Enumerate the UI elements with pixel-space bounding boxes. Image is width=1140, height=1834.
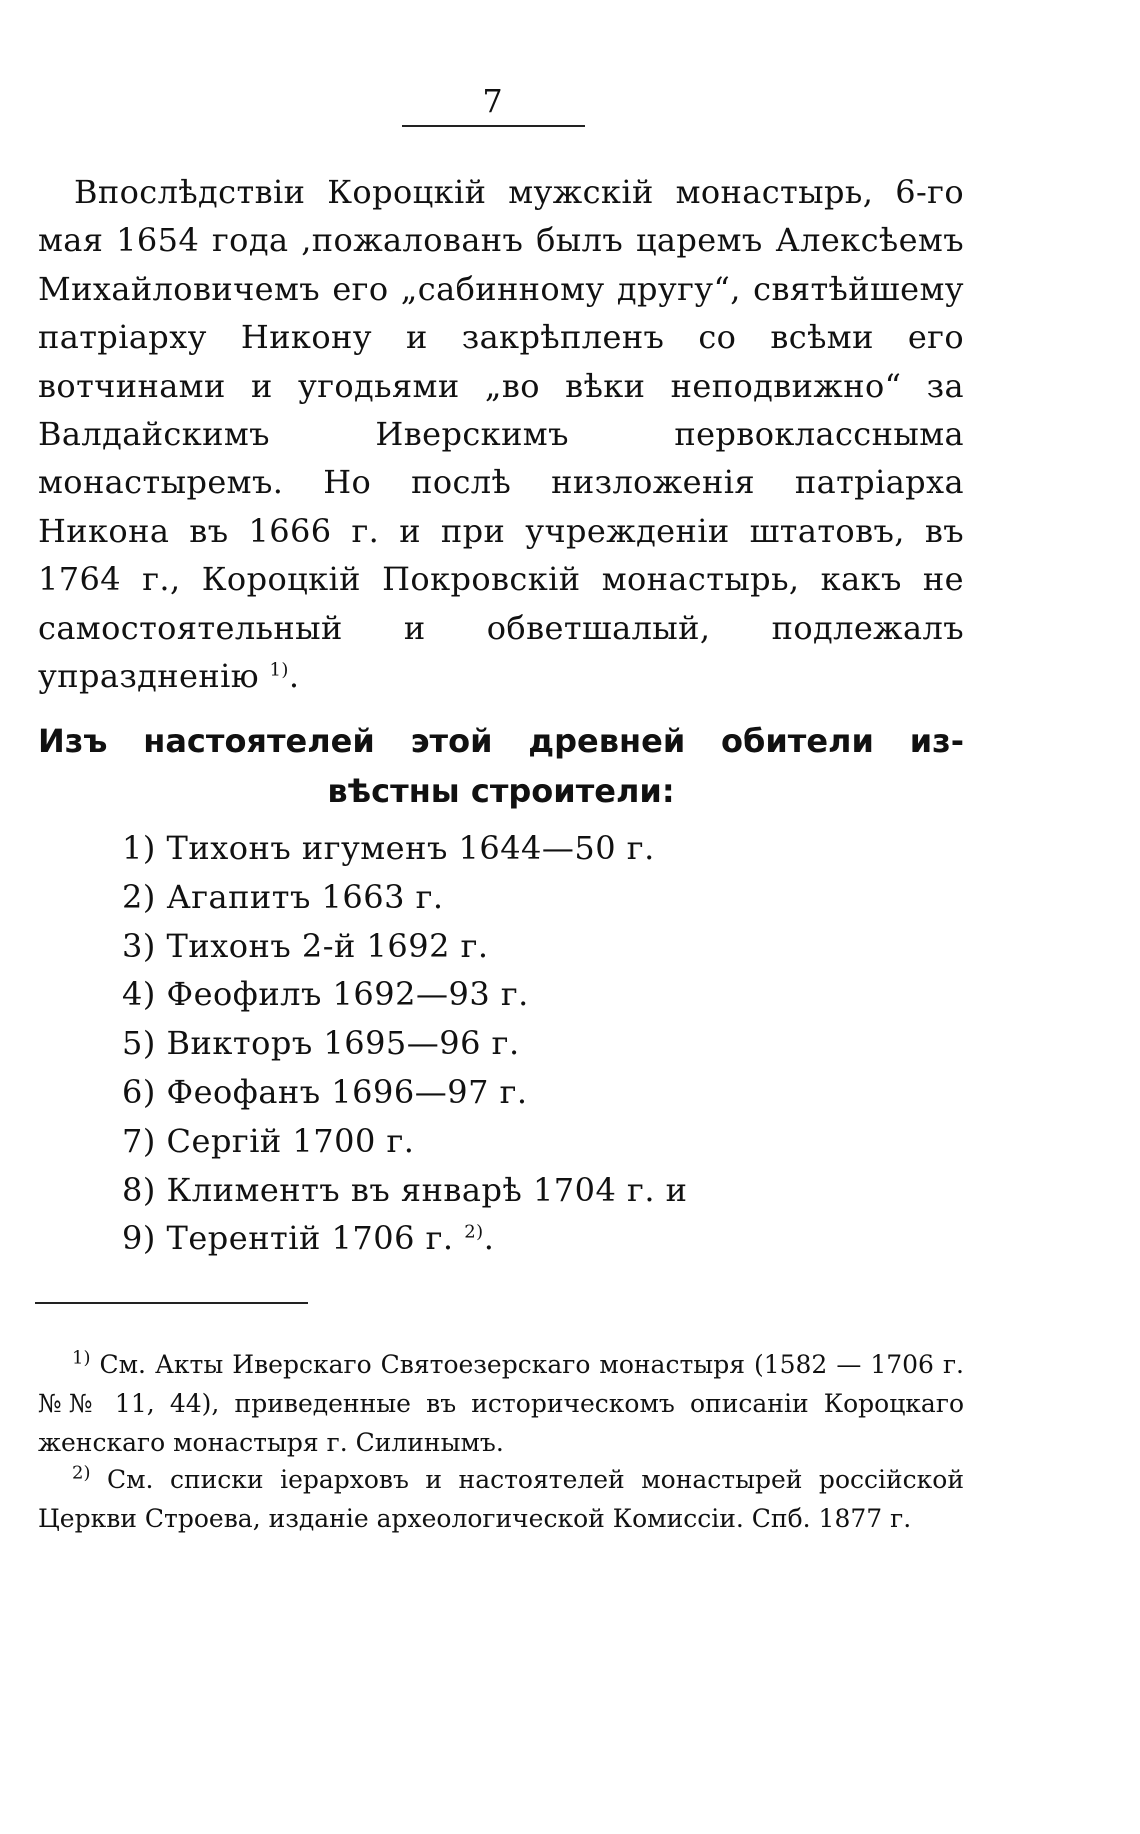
footnote-marker: 1) [72,1347,91,1369]
list-item: 1) Тихонъ игуменъ 1644—50 г. [122,829,655,867]
footnote-marker: 2) [72,1462,91,1484]
list-item: 5) Викторъ 1695—96 г. [122,1024,520,1063]
abbots-list [122,824,687,1263]
main-paragraph-end: . [288,657,300,696]
section-heading-line-1: Изъ настоятелей этой древней обители из- [38,722,964,760]
footnote-ref-1: 1) [269,659,289,681]
list-item: 6) Феофанъ 1696—97 г. [122,1072,528,1111]
main-paragraph [38,168,964,700]
section-heading-line-2: вѣстны строители: [327,772,675,810]
list-item: 4) Феофилъ 1692—93 г. [122,975,529,1014]
footnote-ref-2: 2) [464,1221,484,1243]
page-number: 7 [482,82,503,120]
main-paragraph-text: Впослѣдствіи Короцкій мужскій монастырь, 6-го мая 1654 года ,пожалованъ былъ царемъ Алексѣемъ Михайловичемъ его „сабинному другу“, святѣйшему патріарху Никону и закрѣпленъ со всѣми его вотчинами и угодьями „во вѣки неподвижно“ за Валдайскимъ Иверскимъ первоклассныма монастыремъ. Но послѣ низложенія патріарха Никона въ 1666 г. и при учрежденіи штатовъ, въ 1764 г., Короцкій Покровскій монастырь, какъ не самостоятельный и обветшалый, подлежалъ упраздненію [38,173,964,696]
section-heading [38,716,964,816]
footnote-text: См. Акты Иверскаго Святоезерскаго монастыря (1582 — 1706 г. №№ 11, 44), приведенные въ историческомъ описаніи Короцкаго женскаго монастыря г. Силинымъ. [38,1350,964,1457]
list-item: 2) Агапитъ 1663 г. [122,877,444,916]
page-number-rule [402,125,585,127]
list-item: 8) Климентъ въ январѣ 1704 г. и [122,1170,688,1209]
list-item: 3) Тихонъ 2-й 1692 г. [122,926,489,965]
list-item: 7) Сергій 1700 г. [122,1121,415,1160]
list-item: 9) Терентій 1706 г. $^{2)}$. [122,1219,495,1258]
footnote-2 [38,1460,964,1538]
footnote-text: См. списки іерарховъ и настоятелей монастырей россійской Церкви Строева, изданіе археологической Комиссіи. Спб. 1877 г. [38,1465,964,1533]
footnote-1 [38,1345,964,1462]
footnote-separator [35,1302,308,1304]
